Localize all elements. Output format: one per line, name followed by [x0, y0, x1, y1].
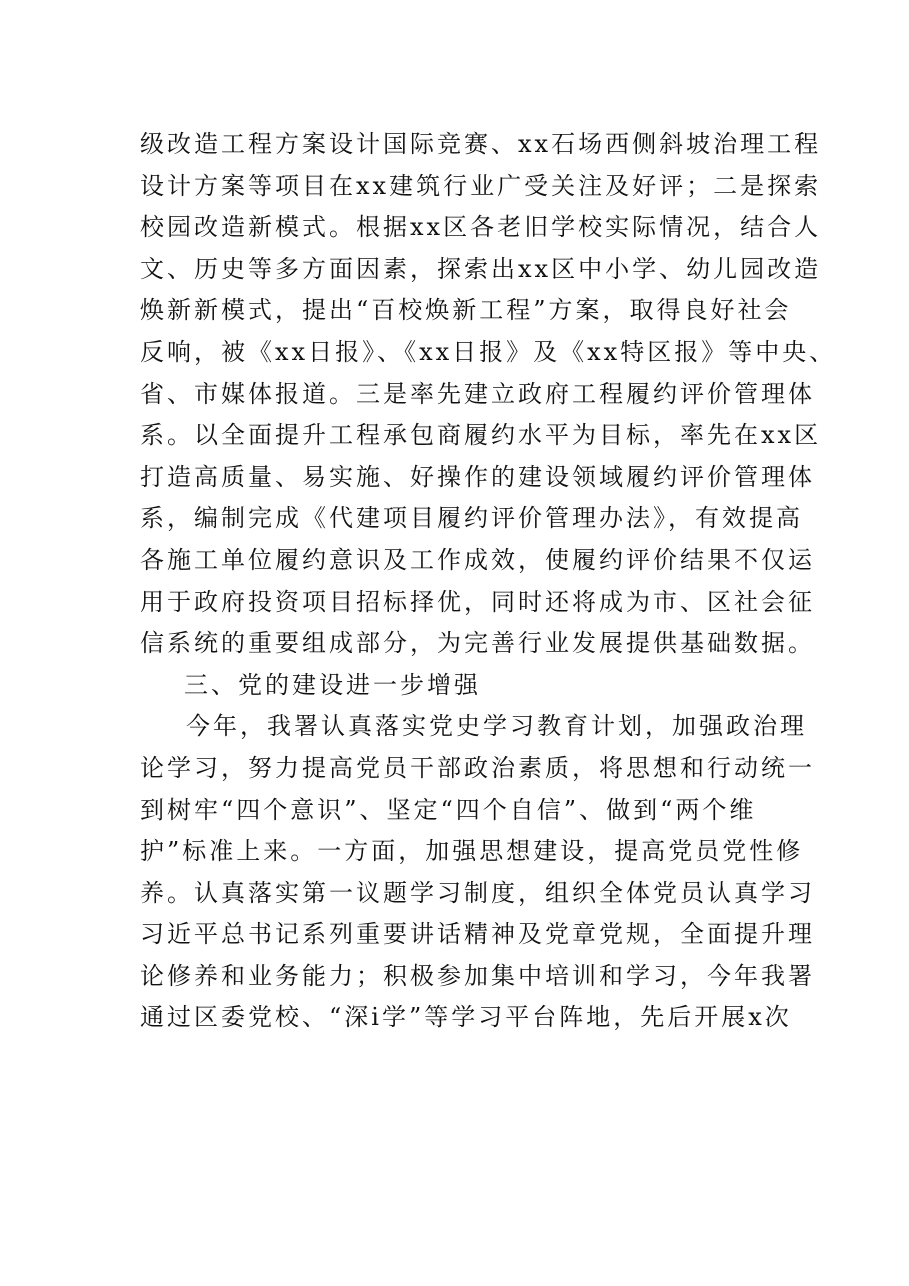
- text-line: 用于政府投资项目招标择优，同时还将成为市、区社会征: [140, 587, 815, 616]
- text-line: 信系统的重要组成部分，为完善行业发展提供基础数据。: [140, 629, 815, 658]
- text-line: 文、历史等多方面因素，探索出xx区中小学、幼儿园改造: [140, 254, 822, 283]
- text-line: 习近平总书记系列重要讲话精神及党章党规，全面提升理: [140, 920, 815, 949]
- text-line: 论学习，努力提高党员干部政治素质，将思想和行动统一: [140, 753, 815, 782]
- text-line: 设计方案等项目在xx建筑行业广受关注及好评；二是探索: [140, 171, 822, 200]
- text-line: 论修养和业务能力；积极参加集中培训和学习，今年我署: [140, 961, 815, 990]
- text-line: 打造高质量、易实施、好操作的建设领域履约评价管理体: [140, 462, 815, 491]
- text-line: 校园改造新模式。根据xx区各老旧学校实际情况，结合人: [140, 213, 822, 242]
- document-body: [140, 124, 837, 1039]
- text-line: 各施工单位履约意识及工作成效，使履约评价结果不仅运: [140, 545, 815, 574]
- text-line: 反响，被《xx日报》、《xx日报》及《xx特区报》等中央、: [140, 337, 837, 366]
- text-line: 通过区委党校、“深i学”等学习平台阵地，先后开展x次: [140, 1003, 792, 1032]
- section-heading: 三、党的建设进一步增强: [184, 670, 481, 699]
- text-line: 省、市媒体报道。三是率先建立政府工程履约评价管理体: [140, 379, 815, 408]
- text-line: 养。认真落实第一议题学习制度，组织全体党员认真学习: [140, 878, 815, 907]
- text-line: 今年，我署认真落实党史学习教育计划，加强政治理: [186, 712, 807, 741]
- text-line: 焕新新模式，提出“百校焕新工程”方案，取得良好社会: [140, 296, 792, 325]
- text-line: 护”标准上来。一方面，加强思想建设，提高党员党性修: [140, 837, 804, 866]
- text-line: 级改造工程方案设计国际竞赛、xx石场西侧斜坡治理工程: [140, 130, 822, 158]
- text-line: 系。以全面提升工程承包商履约水平为目标，率先在xx区: [140, 421, 822, 450]
- text-line: 系，编制完成《代建项目履约评价管理办法》，有效提高: [140, 504, 803, 533]
- text-line: 到树牢“四个意识”、坚定“四个自信”、做到“两个维: [140, 795, 757, 824]
